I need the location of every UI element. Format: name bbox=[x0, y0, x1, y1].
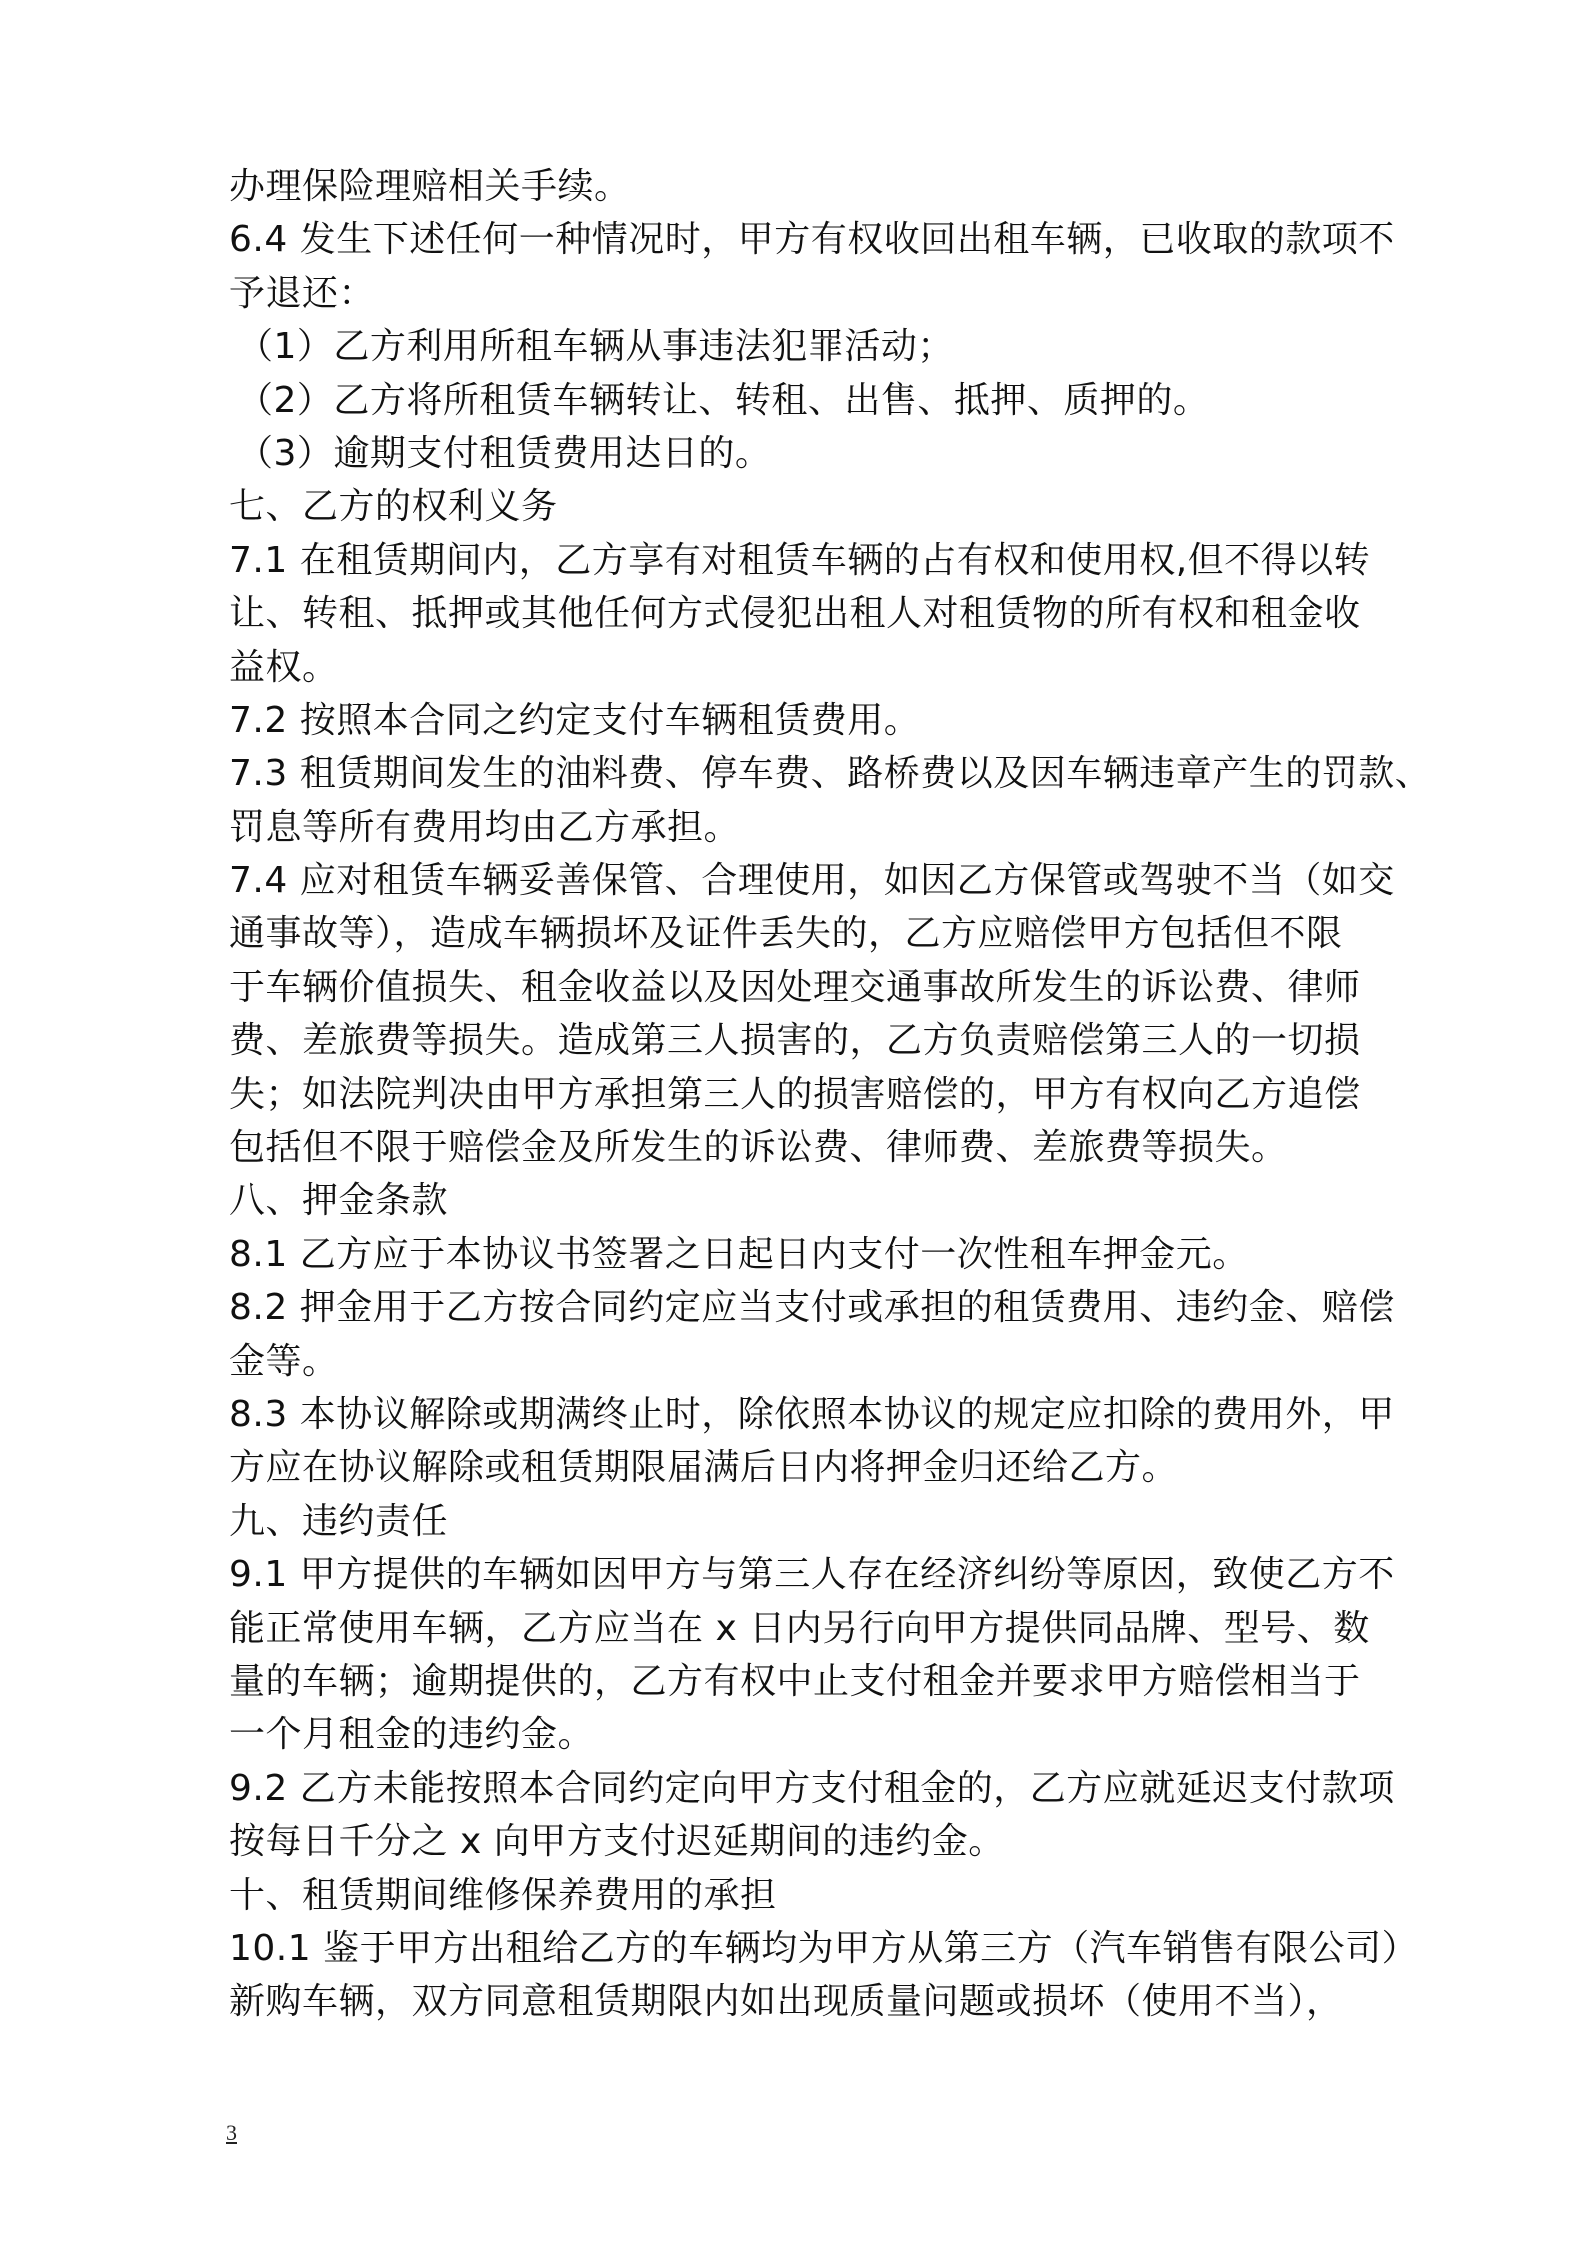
text-line: 予退还： bbox=[229, 272, 376, 314]
text-line: 包括但不限于赔偿金及所发生的诉讼费、律师费、差旅费等损失。 bbox=[229, 1127, 1288, 1169]
text-line: 益权。 bbox=[229, 646, 339, 688]
text-line: 罚息等所有费用均由乙方承担。 bbox=[229, 806, 741, 848]
section-heading: 七、乙方的权利义务 bbox=[229, 486, 558, 528]
text-line: 新购车辆，双方同意租赁期限内如出现质量问题或损坏（使用不当）， bbox=[229, 1981, 1343, 2023]
clause-8-3: 8.3 本协议解除或期满终止时，除依照本协议的规定应扣除的费用外，甲 bbox=[229, 1393, 1395, 1435]
clause-10-1: 10.1 鉴于甲方出租给乙方的车辆均为甲方从第三方（汽车销售有限公司） bbox=[229, 1927, 1419, 1969]
clause-7-4: 7.4 应对租赁车辆妥善保管、合理使用，如因乙方保管或驾驶不当（如交 bbox=[229, 860, 1395, 902]
clause-9-2: 9.2 乙方未能按照本合同约定向甲方支付租金的，乙方应就延迟支付款项 bbox=[229, 1767, 1395, 1809]
list-item: （2）乙方将所租赁车辆转让、转租、出售、抵押、质押的。 bbox=[237, 379, 1210, 421]
page-number: 3 bbox=[226, 2120, 237, 2145]
document-body bbox=[229, 160, 1432, 2029]
section-heading: 八、押金条款 bbox=[229, 1180, 449, 1222]
text-line: 金等。 bbox=[229, 1340, 339, 1382]
text-line: 失；如法院判决由甲方承担第三人的损害赔偿的，甲方有权向乙方追偿 bbox=[229, 1073, 1361, 1115]
text-line: 让、转租、抵押或其他任何方式侵犯出租人对租赁物的所有权和租金收 bbox=[229, 593, 1361, 635]
clause-7-3: 7.3 租赁期间发生的油料费、停车费、路桥费以及因车辆违章产生的罚款、 bbox=[229, 753, 1432, 795]
clause-8-1: 8.1 乙方应于本协议书签署之日起日内支付一次性租车押金元。 bbox=[229, 1233, 1249, 1275]
clause-9-1: 9.1 甲方提供的车辆如因甲方与第三人存在经济纠纷等原因，致使乙方不 bbox=[229, 1554, 1395, 1596]
text-line: 办理保险理赔相关手续。 bbox=[229, 166, 631, 207]
text-line: 方应在协议解除或租赁期限届满后日内将押金归还给乙方。 bbox=[229, 1447, 1179, 1489]
list-item: （3）逾期支付租赁费用达日的。 bbox=[237, 432, 772, 474]
clause-7-2: 7.2 按照本合同之约定支付车辆租赁费用。 bbox=[229, 699, 921, 741]
text-line: 通事故等），造成车辆损坏及证件丢失的，乙方应赔偿甲方包括但不限 bbox=[229, 913, 1343, 955]
section-heading: 十、租赁期间维修保养费用的承担 bbox=[229, 1874, 777, 1916]
list-item: （1）乙方利用所租车辆从事违法犯罪活动； bbox=[237, 326, 954, 368]
clause-8-2: 8.2 押金用于乙方按合同约定应当支付或承担的租赁费用、违约金、赔偿 bbox=[229, 1287, 1395, 1329]
text-line: 一个月租金的违约金。 bbox=[229, 1714, 595, 1756]
section-heading: 九、违约责任 bbox=[229, 1500, 449, 1542]
text-line: 费、差旅费等损失。造成第三人损害的，乙方负责赔偿第三人的一切损 bbox=[229, 1020, 1361, 1062]
text-line: 于车辆价值损失、租金收益以及因处理交通事故所发生的诉讼费、律师 bbox=[229, 966, 1361, 1008]
text-line: 按每日千分之 x 向甲方支付迟延期间的违约金。 bbox=[229, 1821, 1005, 1863]
clause-7-1: 7.1 在租赁期间内，乙方享有对租赁车辆的占有权和使用权,但不得以转 bbox=[229, 539, 1371, 581]
text-line: 能正常使用车辆，乙方应当在 x 日内另行向甲方提供同品牌、型号、数 bbox=[229, 1607, 1370, 1649]
text-line: 量的车辆；逾期提供的，乙方有权中止支付租金并要求甲方赔偿相当于 bbox=[229, 1660, 1361, 1702]
clause-6-4: 6.4 发生下述任何一种情况时，甲方有权收回出租车辆，已收取的款项不 bbox=[229, 219, 1395, 261]
